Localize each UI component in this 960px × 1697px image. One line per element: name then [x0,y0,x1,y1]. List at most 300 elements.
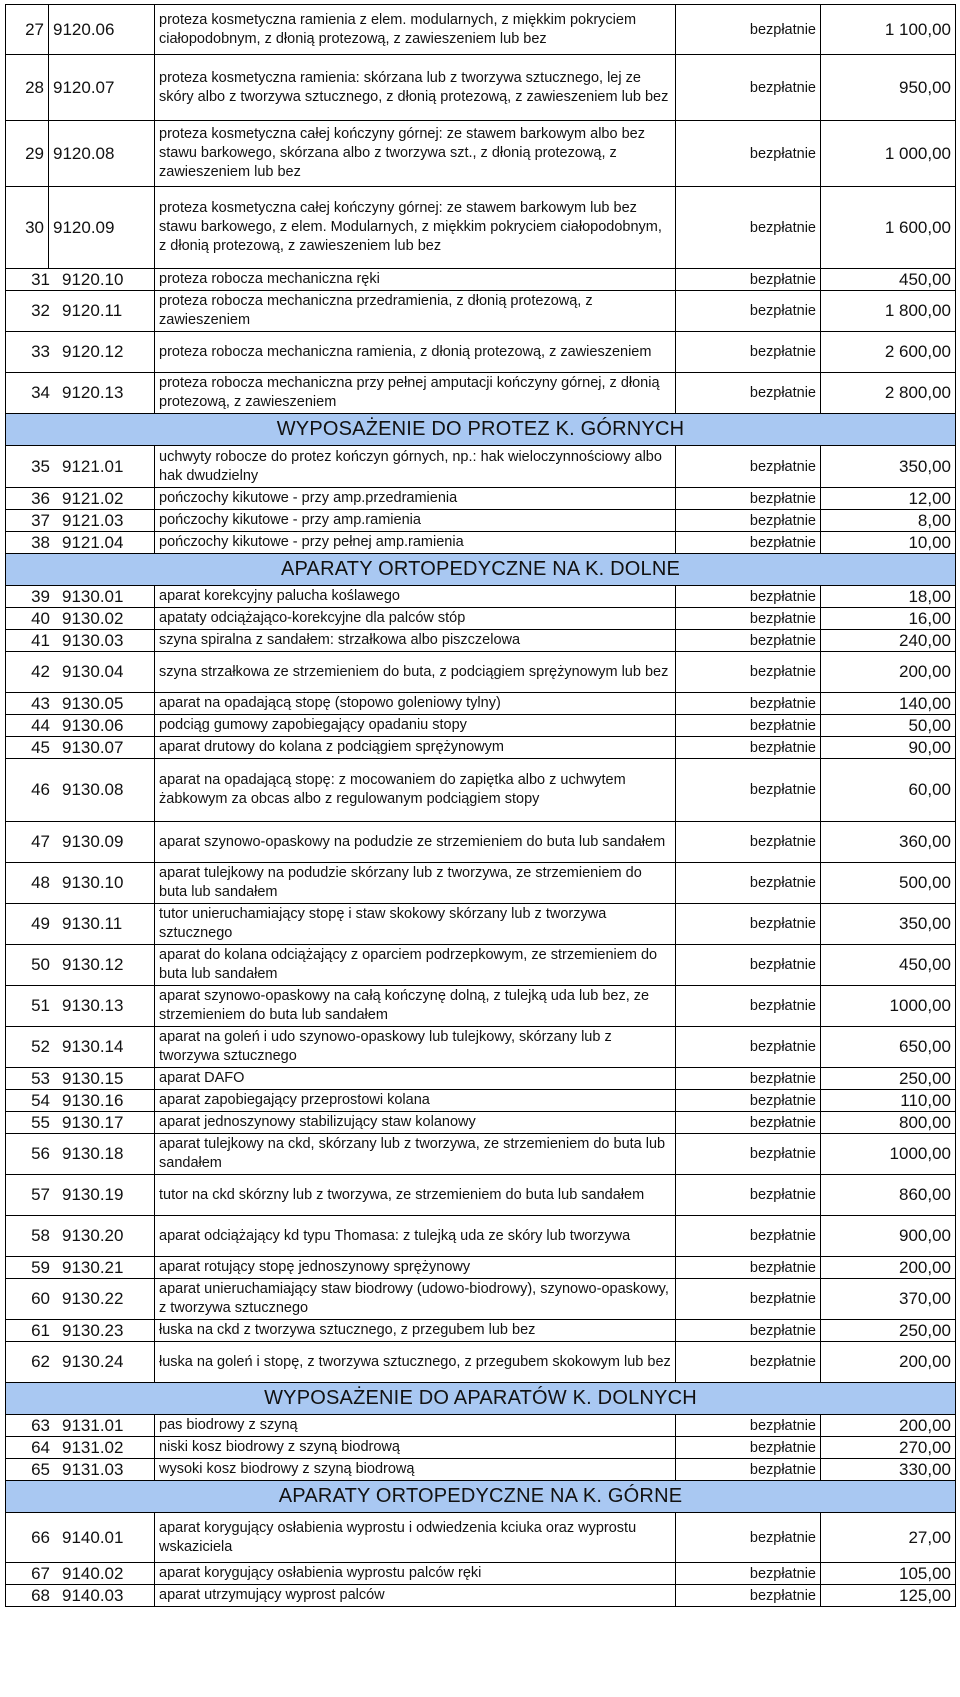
table-row [6,1320,956,1342]
table-row [6,332,956,373]
fee-status: bezpłatnie [676,630,821,652]
price-value: 12,00 [821,488,956,510]
product-description: aparat na goleń i udo szynowo-opaskowy lub tulejkowy, skórzany lub z tworzywa sztucznego [155,1027,676,1068]
product-code: 9121.03 [62,510,124,530]
row-number: 43 [31,693,50,713]
price-value: 10,00 [821,532,956,554]
fee-status: bezpłatnie [676,446,821,488]
product-code: 9130.18 [62,1144,124,1163]
table-row [6,608,956,630]
fee-status: bezpłatnie [676,1513,821,1563]
fee-status: bezpłatnie [676,5,821,55]
fee-status: bezpłatnie [676,121,821,187]
table-row [6,586,956,608]
product-code: 9131.02 [62,1437,124,1457]
section-header [6,414,956,446]
price-value: 200,00 [821,1415,956,1437]
table-row [6,1563,956,1585]
section-header [6,1481,956,1513]
row-number: 42 [31,662,50,681]
price-value: 270,00 [821,1437,956,1459]
row-number: 60 [31,1289,50,1308]
row-id-cell [6,863,155,904]
product-code: 9120.08 [49,121,155,187]
product-code: 9130.16 [62,1090,124,1110]
row-number: 37 [31,510,50,530]
table-row [6,1112,956,1134]
section-title: APARATY ORTOPEDYCZNE NA K. DOLNE [280,558,681,580]
fee-status: bezpłatnie [676,737,821,759]
product-code: 9130.23 [62,1320,124,1340]
row-id-cell [6,1068,155,1090]
product-code: 9130.07 [62,737,124,757]
table-row [6,1513,956,1563]
price-value: 200,00 [821,652,956,693]
row-number: 66 [31,1527,50,1547]
price-value: 1 600,00 [821,187,956,269]
table-row [6,5,956,55]
row-number: 61 [31,1320,50,1340]
price-value: 330,00 [821,1459,956,1481]
price-value: 8,00 [821,510,956,532]
product-description: aparat szynowo-opaskowy na całą kończynę dolną, z tulejką uda lub bez, ze strzemieniem do buta lub sandałem [155,986,676,1027]
product-description: pończochy kikutowe - przy pełnej amp.ramienia [155,532,676,554]
product-description: tutor unieruchamiający stopę i staw skokowy skórzany lub z tworzywa sztucznego [155,904,676,945]
fee-status: bezpłatnie [676,332,821,373]
price-value: 500,00 [821,863,956,904]
row-number: 63 [31,1415,50,1435]
product-code: 9130.11 [62,914,123,933]
row-id-cell [6,1090,155,1112]
product-code: 9130.05 [62,693,124,713]
price-value: 90,00 [821,737,956,759]
row-number: 59 [31,1257,50,1277]
row-number: 29 [6,121,49,187]
price-value: 250,00 [821,1320,956,1342]
row-id-cell [6,586,155,608]
row-id-cell [6,332,155,373]
table-row [6,1175,956,1216]
row-id-cell [6,986,155,1027]
fee-status: bezpłatnie [676,652,821,693]
section-header-row [6,1481,956,1513]
row-id-cell [6,945,155,986]
price-value: 1 000,00 [821,121,956,187]
fee-status: bezpłatnie [676,1134,821,1175]
product-code: 9121.04 [62,532,124,552]
table-row [6,121,956,187]
fee-status: bezpłatnie [676,904,821,945]
table-row [6,759,956,822]
product-code: 9130.17 [62,1112,124,1132]
table-row [6,1415,956,1437]
price-value: 1 100,00 [821,5,956,55]
row-number: 57 [31,1185,50,1204]
row-number: 47 [31,832,50,851]
price-value: 240,00 [821,630,956,652]
table-row [6,269,956,291]
fee-status: bezpłatnie [676,1112,821,1134]
fee-status: bezpłatnie [676,1459,821,1481]
fee-status: bezpłatnie [676,1027,821,1068]
table-row [6,1585,956,1607]
fee-status: bezpłatnie [676,1320,821,1342]
product-description: podciąg gumowy zapobiegający opadaniu stopy [155,715,676,737]
row-number: 45 [31,737,50,757]
product-code: 9130.02 [62,608,124,628]
row-number: 40 [31,608,50,628]
table-row [6,488,956,510]
row-id-cell [6,1342,155,1383]
section-header [6,1383,956,1415]
fee-status: bezpłatnie [676,1068,821,1090]
row-number: 28 [6,55,49,121]
row-number: 64 [31,1437,50,1457]
table-row [6,1216,956,1257]
row-id-cell [6,269,155,291]
product-description: wysoki kosz biodrowy z szyną biodrową [155,1459,676,1481]
row-number: 50 [31,955,50,974]
row-number: 38 [31,532,50,552]
price-value: 950,00 [821,55,956,121]
fee-status: bezpłatnie [676,55,821,121]
product-code: 9130.03 [62,630,124,650]
price-value: 2 800,00 [821,373,956,414]
product-description: szyna strzałkowa ze strzemieniem do buta, z podciągiem sprężynowym lub bez [155,652,676,693]
product-description: aparat korygujący osłabienia wyprostu i odwiedzenia kciuka oraz wyprostu wskaziciela [155,1513,676,1563]
product-code: 9130.19 [62,1185,124,1204]
row-number: 30 [6,187,49,269]
product-description: aparat odciążający kd typu Thomasa: z tulejką uda ze skóry lub tworzywa [155,1216,676,1257]
price-value: 1 800,00 [821,291,956,332]
product-description: aparat tulejkowy na ckd, skórzany lub z tworzywa, ze strzemieniem do buta lub sandałem [155,1134,676,1175]
row-number: 33 [31,342,50,361]
fee-status: bezpłatnie [676,1342,821,1383]
fee-status: bezpłatnie [676,1175,821,1216]
row-number: 65 [31,1459,50,1479]
table-row [6,1027,956,1068]
price-value: 900,00 [821,1216,956,1257]
product-code: 9130.24 [62,1352,124,1371]
table-row [6,693,956,715]
table-row [6,291,956,332]
table-row [6,1437,956,1459]
table-row [6,373,956,414]
product-description: aparat do kolana odciążający z oparciem podrzepkowym, ze strzemieniem do buta lub sandałem [155,945,676,986]
fee-status: bezpłatnie [676,187,821,269]
section-title: WYPOSAŻENIE DO PROTEZ K. GÓRNYCH [276,418,685,440]
row-id-cell [6,1437,155,1459]
fee-status: bezpłatnie [676,945,821,986]
product-description: łuska na goleń i stopę, z tworzywa sztucznego, z przegubem skokowym lub bez [155,1342,676,1383]
section-header-row [6,414,956,446]
product-description: szyna spiralna z sandałem: strzałkowa albo piszczelowa [155,630,676,652]
fee-status: bezpłatnie [676,1279,821,1320]
fee-status: bezpłatnie [676,1585,821,1607]
product-code: 9130.12 [62,955,124,974]
product-description: aparat utrzymujący wyprost palców [155,1585,676,1607]
row-number: 41 [31,630,50,650]
table-row [6,1279,956,1320]
row-number: 54 [31,1090,50,1110]
product-description: aparat tulejkowy na podudzie skórzany lub z tworzywa, ze strzemieniem do buta lub sandałem [155,863,676,904]
product-code: 9120.11 [62,301,123,320]
product-code: 9130.15 [62,1068,124,1088]
row-id-cell [6,715,155,737]
product-description: proteza robocza mechaniczna przy pełnej amputacji kończyny górnej, z dłonią protezową, z zawieszeniem [155,373,676,414]
price-table [5,4,956,1607]
product-description: proteza robocza mechaniczna ręki [155,269,676,291]
row-id-cell [6,1027,155,1068]
fee-status: bezpłatnie [676,291,821,332]
row-number: 36 [31,488,50,508]
row-id-cell [6,904,155,945]
section-header-row [6,1383,956,1415]
fee-status: bezpłatnie [676,1415,821,1437]
price-value: 125,00 [821,1585,956,1607]
product-description: aparat korekcyjny palucha koślawego [155,586,676,608]
fee-status: bezpłatnie [676,822,821,863]
price-value: 27,00 [821,1513,956,1563]
row-id-cell [6,1320,155,1342]
row-number: 55 [31,1112,50,1132]
row-number: 58 [31,1226,50,1245]
fee-status: bezpłatnie [676,1216,821,1257]
row-number: 39 [31,586,50,606]
row-number: 53 [31,1068,50,1088]
row-id-cell [6,737,155,759]
row-id-cell [6,291,155,332]
row-id-cell [6,1175,155,1216]
price-value: 450,00 [821,269,956,291]
product-description: apataty odciążająco-korekcyjne dla palców stóp [155,608,676,630]
row-number: 44 [31,715,50,735]
price-value: 1000,00 [821,986,956,1027]
price-value: 360,00 [821,822,956,863]
table-row [6,945,956,986]
product-description: aparat DAFO [155,1068,676,1090]
table-row [6,1459,956,1481]
product-code: 9131.03 [62,1459,124,1479]
price-value: 2 600,00 [821,332,956,373]
product-code: 9130.20 [62,1226,124,1245]
product-code: 9130.09 [62,832,124,851]
fee-status: bezpłatnie [676,586,821,608]
table-row [6,737,956,759]
row-number: 56 [31,1144,50,1163]
fee-status: bezpłatnie [676,863,821,904]
product-description: proteza kosmetyczna całej kończyny górnej: ze stawem barkowym albo bez stawu barkowego, skórzana albo z tworzywa szt., z dłonią protezową, z zawieszeniem lub bez [155,121,676,187]
row-number: 27 [6,5,49,55]
row-id-cell [6,1279,155,1320]
table-row [6,1342,956,1383]
price-value: 60,00 [821,759,956,822]
product-description: aparat na opadającą stopę (stopowo goleniowy tylny) [155,693,676,715]
table-row [6,863,956,904]
table-row [6,532,956,554]
row-id-cell [6,652,155,693]
product-description: pończochy kikutowe - przy amp.ramienia [155,510,676,532]
table-row [6,55,956,121]
fee-status: bezpłatnie [676,986,821,1027]
price-value: 110,00 [821,1090,956,1112]
product-code: 9140.02 [62,1563,124,1583]
product-description: aparat zapobiegający przeprostowi kolana [155,1090,676,1112]
product-code: 9130.04 [62,662,124,681]
price-value: 860,00 [821,1175,956,1216]
table-row [6,1257,956,1279]
price-value: 650,00 [821,1027,956,1068]
price-value: 450,00 [821,945,956,986]
row-id-cell [6,1513,155,1563]
price-value: 105,00 [821,1563,956,1585]
product-description: proteza robocza mechaniczna przedramienia, z dłonią protezową, z zawieszeniem [155,291,676,332]
product-code: 9120.07 [49,55,155,121]
row-id-cell [6,488,155,510]
product-description: aparat drutowy do kolana z podciągiem sprężynowym [155,737,676,759]
price-value: 18,00 [821,586,956,608]
product-description: proteza kosmetyczna ramienia: skórzana lub z tworzywa sztucznego, lej ze skóry albo z tworzywa sztucznego, z dłonią protezową, z zawieszeniem lub bez [155,55,676,121]
price-value: 200,00 [821,1342,956,1383]
product-description: aparat na opadającą stopę: z mocowaniem do zapiętka albo z uchwytem żabkowym za obcas albo z regulowanym podciągiem stopy [155,759,676,822]
product-description: aparat korygujący osłabienia wyprostu palców ręki [155,1563,676,1585]
row-number: 46 [31,780,50,799]
row-id-cell [6,759,155,822]
row-number: 52 [31,1037,50,1056]
product-code: 9121.02 [62,488,124,508]
product-code: 9130.14 [62,1037,124,1056]
row-id-cell [6,446,155,488]
product-code: 9120.13 [62,383,124,402]
product-code: 9130.06 [62,715,124,735]
product-description: proteza kosmetyczna całej kończyny górnej: ze stawem barkowym lub bez stawu barkowego, z elem. Modularnych, z miękkim pokryciem ciałopodobnym, z dłonią protezową, z zawieszeniem lub bez [155,187,676,269]
row-id-cell [6,1112,155,1134]
product-code: 9130.13 [62,996,124,1015]
fee-status: bezpłatnie [676,693,821,715]
section-title: APARATY ORTOPEDYCZNE NA K. GÓRNE [278,1485,683,1507]
row-id-cell [6,510,155,532]
product-description: aparat rotujący stopę jednoszynowy sprężynowy [155,1257,676,1279]
price-table-body [6,5,956,1607]
row-id-cell [6,1585,155,1607]
row-id-cell [6,1459,155,1481]
product-code: 9130.22 [62,1289,124,1308]
row-number: 48 [31,873,50,892]
price-value: 350,00 [821,446,956,488]
row-number: 34 [31,383,50,402]
product-code: 9120.12 [62,342,124,361]
product-description: aparat szynowo-opaskowy na podudzie ze strzemieniem do buta lub sandałem [155,822,676,863]
section-title: WYPOSAŻENIE DO APARATÓW K. DOLNYCH [264,1387,697,1409]
price-value: 1000,00 [821,1134,956,1175]
fee-status: bezpłatnie [676,488,821,510]
fee-status: bezpłatnie [676,269,821,291]
row-number: 62 [31,1352,50,1371]
row-id-cell [6,1415,155,1437]
product-code: 9120.10 [62,269,124,289]
fee-status: bezpłatnie [676,759,821,822]
product-description: niski kosz biodrowy z szyną biodrową [155,1437,676,1459]
table-row [6,187,956,269]
table-row [6,904,956,945]
row-id-cell [6,1257,155,1279]
fee-status: bezpłatnie [676,608,821,630]
fee-status: bezpłatnie [676,510,821,532]
fee-status: bezpłatnie [676,1090,821,1112]
product-description: uchwyty robocze do protez kończyn górnych, np.: hak wieloczynnościowy albo hak dwudzielny [155,446,676,488]
table-row [6,1068,956,1090]
section-header-row [6,554,956,586]
row-id-cell [6,693,155,715]
row-number: 51 [31,996,50,1015]
table-row [6,822,956,863]
fee-status: bezpłatnie [676,1437,821,1459]
price-value: 16,00 [821,608,956,630]
row-id-cell [6,532,155,554]
row-id-cell [6,608,155,630]
price-value: 50,00 [821,715,956,737]
table-row [6,1090,956,1112]
product-description: łuska na ckd z tworzywa sztucznego, z przegubem lub bez [155,1320,676,1342]
row-id-cell [6,1134,155,1175]
product-code: 9130.21 [62,1257,124,1277]
product-description: aparat jednoszynowy stabilizujący staw kolanowy [155,1112,676,1134]
product-code: 9140.03 [62,1585,124,1605]
product-description: tutor na ckd skórzny lub z tworzywa, ze strzemieniem do buta lub sandałem [155,1175,676,1216]
price-value: 140,00 [821,693,956,715]
row-number: 67 [31,1563,50,1583]
row-number: 49 [31,914,50,933]
product-code: 9130.01 [62,586,124,606]
row-number: 32 [31,301,50,320]
product-description: proteza kosmetyczna ramienia z elem. modularnych, z miękkim pokryciem ciałopodobnym, z dłonią protezową, z zawieszeniem lub bez [155,5,676,55]
price-value: 800,00 [821,1112,956,1134]
row-number: 31 [31,269,50,289]
price-value: 370,00 [821,1279,956,1320]
product-description: pończochy kikutowe - przy amp.przedramienia [155,488,676,510]
row-id-cell [6,1563,155,1585]
price-value: 350,00 [821,904,956,945]
row-id-cell [6,1216,155,1257]
row-number: 68 [31,1585,50,1605]
table-row [6,446,956,488]
product-code: 9121.01 [62,456,124,476]
row-id-cell [6,373,155,414]
product-code: 9131.01 [62,1415,124,1435]
product-code: 9120.06 [49,5,155,55]
fee-status: bezpłatnie [676,373,821,414]
fee-status: bezpłatnie [676,715,821,737]
price-value: 200,00 [821,1257,956,1279]
product-description: aparat unieruchamiający staw biodrowy (udowo-biodrowy), szynowo-opaskowy, z tworzywa sztucznego [155,1279,676,1320]
fee-status: bezpłatnie [676,1563,821,1585]
section-header [6,554,956,586]
row-number: 35 [31,456,50,476]
table-row [6,510,956,532]
table-row [6,652,956,693]
row-id-cell [6,630,155,652]
fee-status: bezpłatnie [676,1257,821,1279]
table-row [6,1134,956,1175]
product-code: 9130.08 [62,780,124,799]
table-row [6,986,956,1027]
table-row [6,715,956,737]
fee-status: bezpłatnie [676,532,821,554]
product-code: 9120.09 [49,187,155,269]
product-description: proteza robocza mechaniczna ramienia, z dłonią protezową, z zawieszeniem [155,332,676,373]
product-code: 9130.10 [62,873,124,892]
product-code: 9140.01 [62,1527,124,1547]
